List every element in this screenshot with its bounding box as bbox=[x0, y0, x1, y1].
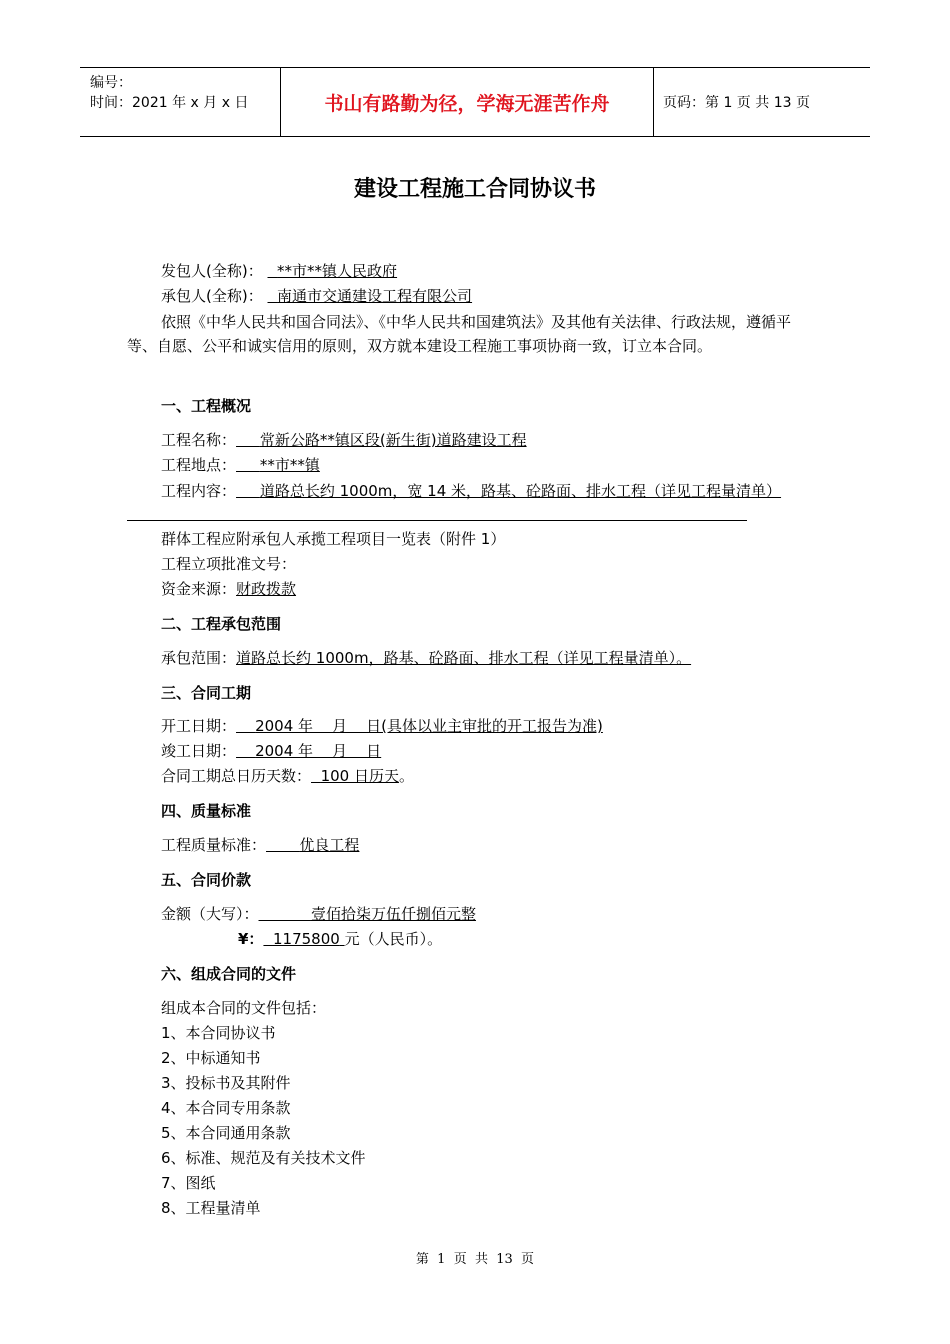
quality-line bbox=[161, 834, 359, 855]
section-2-heading: 二、工程承包范围 bbox=[161, 615, 282, 633]
section-4-heading: 四、质量标准 bbox=[161, 802, 252, 820]
employer-value: **市**镇人民政府 bbox=[277, 262, 398, 280]
start-date-label: 开工日期： bbox=[161, 717, 237, 735]
doc-time: 时间：2021 年 x 月 x 日 bbox=[90, 95, 249, 111]
document-item: 5、本合同通用条款 bbox=[161, 1124, 291, 1142]
amount-words-value: 壹佰拾柒万伍仟捌佰元整 bbox=[310, 905, 476, 923]
section-5-heading: 五、合同价款 bbox=[161, 871, 252, 889]
contractor-value: 南通市交通建设工程有限公司 bbox=[277, 287, 473, 305]
end-date-value: 2004 年 月 日 bbox=[255, 742, 382, 760]
header-motto: 书山有路勤为径，学海无涯苦作舟 bbox=[280, 68, 654, 136]
documents-intro: 组成本合同的文件包括： bbox=[161, 999, 327, 1017]
scope-label: 承包范围： bbox=[161, 649, 237, 667]
amount-unit: 元（人民币）。 bbox=[344, 930, 443, 948]
total-days-label: 合同工期总日历天数： bbox=[161, 767, 312, 785]
funding-label: 资金来源： bbox=[161, 580, 237, 598]
employer-line bbox=[161, 260, 397, 281]
project-content-value: 道路总长约 1000m，宽 14 米，路基、砼路面、排水工程（详见工程量清单） bbox=[259, 482, 782, 500]
project-name-value: 常新公路**镇区段(新生街)道路建设工程 bbox=[259, 431, 527, 449]
start-date-value: 2004 年 月 日(具体以业主审批的开工报告为准) bbox=[255, 717, 603, 735]
yen-label: ¥： bbox=[238, 930, 264, 948]
amount-words-label: 金额（大写）： bbox=[161, 905, 259, 923]
section-1-heading: 一、工程概况 bbox=[161, 397, 252, 415]
document-item: 4、本合同专用条款 bbox=[161, 1099, 291, 1117]
header-meta bbox=[80, 68, 280, 136]
doc-number: 编号： bbox=[90, 75, 132, 91]
document-item: 1、本合同协议书 bbox=[161, 1024, 276, 1042]
project-content-label: 工程内容： bbox=[161, 482, 237, 500]
amount-number-line bbox=[238, 928, 442, 949]
content-underline bbox=[127, 520, 747, 521]
scope-line bbox=[161, 647, 691, 668]
amount-number-value: 1175800 bbox=[272, 930, 340, 948]
quality-value: 优良工程 bbox=[299, 836, 360, 854]
start-date-line bbox=[161, 715, 603, 736]
end-date-label: 竣工日期： bbox=[161, 742, 237, 760]
employer-label: 发包人(全称)： bbox=[161, 262, 263, 280]
section-3-heading: 三、合同工期 bbox=[161, 684, 252, 702]
document-item: 3、投标书及其附件 bbox=[161, 1074, 291, 1092]
header-page-number: 页码：第 1 页 共 13 页 bbox=[663, 95, 810, 111]
amount-words-line bbox=[161, 903, 476, 924]
project-location-line bbox=[161, 454, 320, 475]
page-header bbox=[80, 67, 870, 137]
section-6-heading: 六、组成合同的文件 bbox=[161, 965, 297, 983]
document-item: 8、工程量清单 bbox=[161, 1199, 261, 1217]
document-item: 7、图纸 bbox=[161, 1174, 216, 1192]
document-item: 6、标准、规范及有关技术文件 bbox=[161, 1149, 366, 1167]
funding-value: 财政拨款 bbox=[236, 580, 297, 598]
scope-value: 道路总长约 1000m，路基、砼路面、排水工程（详见工程量清单）。 bbox=[236, 649, 692, 667]
total-days-line: 合同工期总日历天数： 100 日历天。 bbox=[161, 767, 414, 785]
contractor-label: 承包人(全称)： bbox=[161, 287, 263, 305]
funding-line bbox=[161, 578, 296, 599]
page-footer: 第 1 页 共 13 页 bbox=[415, 1252, 535, 1267]
document-title: 建设工程施工合同协议书 bbox=[353, 177, 596, 202]
document-item: 2、中标通知书 bbox=[161, 1049, 261, 1067]
project-location-value: **市**镇 bbox=[259, 456, 320, 474]
quality-label: 工程质量标准： bbox=[161, 836, 267, 854]
intro-paragraph: 依照《中华人民共和国合同法》、《中华人民共和国建筑法》及其他有关法律、行政法规，遵循平等、自愿、公平和诚实信用的原则，双方就本建设工程施工事项协商一致，订立本合同。 bbox=[127, 313, 792, 355]
project-name-label: 工程名称： bbox=[161, 431, 237, 449]
approval-label: 工程立项批准文号： bbox=[161, 555, 297, 573]
contractor-line bbox=[161, 285, 472, 306]
project-content-line bbox=[127, 479, 817, 503]
total-days-value: 100 日历天 bbox=[320, 767, 399, 785]
project-name-line bbox=[161, 429, 527, 450]
group-project-note: 群体工程应附承包人承揽工程项目一览表（附件 1） bbox=[161, 530, 506, 548]
project-location-label: 工程地点： bbox=[161, 456, 237, 474]
end-date-line bbox=[161, 740, 381, 761]
